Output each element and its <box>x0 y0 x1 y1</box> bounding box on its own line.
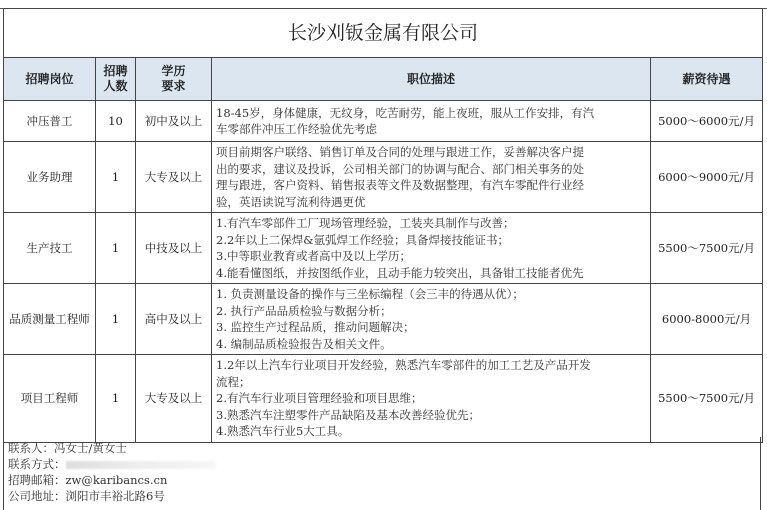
contact-person: 联系人：冯女士/黄女士 <box>8 441 127 455</box>
description-line: 4.熟悉汽车行业5大工具。 <box>216 424 350 438</box>
description-cell <box>212 355 651 443</box>
count-cell: 1 <box>96 213 136 284</box>
contact-address: 公司地址：浏阳市丰裕北路6号 <box>8 489 165 503</box>
header-education: 学历要求 <box>136 58 212 101</box>
table-row <box>4 284 763 355</box>
recruitment-table <box>3 8 763 443</box>
salary-cell: 5500～7500元/月 <box>651 355 763 443</box>
count-cell: 1 <box>96 142 136 213</box>
table-row <box>4 142 763 213</box>
salary-cell: 6000～9000元/月 <box>651 142 763 213</box>
description-line: 3. 监控生产过程品质，推动问题解决； <box>216 320 415 334</box>
description-line: 2.2年以上二保焊&氩弧焊工作经验；具备焊接技能证书； <box>216 232 510 247</box>
position-cell: 品质测量工程师 <box>4 284 96 355</box>
position-cell: 冲压普工 <box>4 101 96 142</box>
header-salary: 薪资待遇 <box>651 58 763 101</box>
description-line: 1.2年以上汽车行业项目开发经验，熟悉汽车零部件的加工工艺及产品开发 <box>216 358 591 372</box>
company-title: 长沙刈钣金属有限公司 <box>4 9 763 58</box>
description-line: 3.中等职业教育或者高中及以上学历； <box>216 249 411 263</box>
table-row <box>4 213 763 284</box>
description-line: 4.能看懂图纸，并按图纸作业，且动手能力较突出，具备钳工技能者优先 <box>216 265 584 280</box>
education-cell: 大专及以上 <box>136 355 212 443</box>
description-line: 18-45岁，身体健康，无纹身，吃苦耐劳，能上夜班，服从工作安排，有汽 <box>216 105 595 120</box>
description-line: 1. 负责测量设备的操作与三坐标编程（会三丰的待遇从优）； <box>216 287 524 301</box>
header-row <box>4 58 763 101</box>
position-cell: 项目工程师 <box>4 355 96 443</box>
education-cell: 中技及以上 <box>136 213 212 284</box>
description-line: 理与跟进，客户资料、销售报表等文件及数据整理，有汽车零配件行业经 <box>216 178 584 192</box>
description-line: 2.有汽车行业项目管理经验和项目思维； <box>216 391 423 405</box>
description-line: 1.有汽车零部件工厂现场管理经验，工装夹具制作与改善； <box>216 216 515 230</box>
education-cell: 高中及以上 <box>136 284 212 355</box>
description-line: 项目前期客户联络、销售订单及合同的处理与跟进工作，妥善解决客户提 <box>216 145 584 159</box>
header-count: 招聘人数 <box>96 58 136 101</box>
description-line: 车零部件冲压工作经验优先考虑 <box>216 122 377 136</box>
description-cell <box>212 284 651 355</box>
description-line: 流程； <box>216 374 251 389</box>
description-line: 验，英语读说写流利待遇更优 <box>216 194 366 209</box>
description-cell <box>212 142 651 213</box>
header-position: 招聘岗位 <box>4 58 96 101</box>
count-cell: 1 <box>96 284 136 355</box>
header-description: 职位描述 <box>212 58 651 101</box>
salary-cell: 5500～7500元/月 <box>651 213 763 284</box>
description-line: 3.熟悉汽车注塑零件产品缺陷及基本改善经验优先； <box>216 407 480 422</box>
description-cell <box>212 213 651 284</box>
count-cell: 10 <box>96 101 136 142</box>
contact-info <box>3 437 761 510</box>
redacted-phone <box>66 461 216 469</box>
contact-phone: 联系方式： <box>8 456 756 472</box>
description-line: 2. 执行产品品质检验与数据分析； <box>216 303 392 318</box>
description-line: 出的要求，建议及投诉，公司相关部门的协调与配合、部门相关事务的处 <box>216 161 584 176</box>
position-cell: 生产技工 <box>4 213 96 284</box>
description-cell <box>212 101 651 142</box>
position-cell: 业务助理 <box>4 142 96 213</box>
contact-email: 招聘邮箱：zw@karibancs.cn <box>8 473 168 487</box>
salary-cell: 6000-8000元/月 <box>651 284 763 355</box>
count-cell: 1 <box>96 355 136 443</box>
description-line: 4. 编制品质检验报告及相关文件。 <box>216 336 392 351</box>
salary-cell: 5000～6000元/月 <box>651 101 763 142</box>
education-cell: 初中及以上 <box>136 101 212 142</box>
education-cell: 大专及以上 <box>136 142 212 213</box>
table-row <box>4 355 763 443</box>
table-row <box>4 101 763 142</box>
